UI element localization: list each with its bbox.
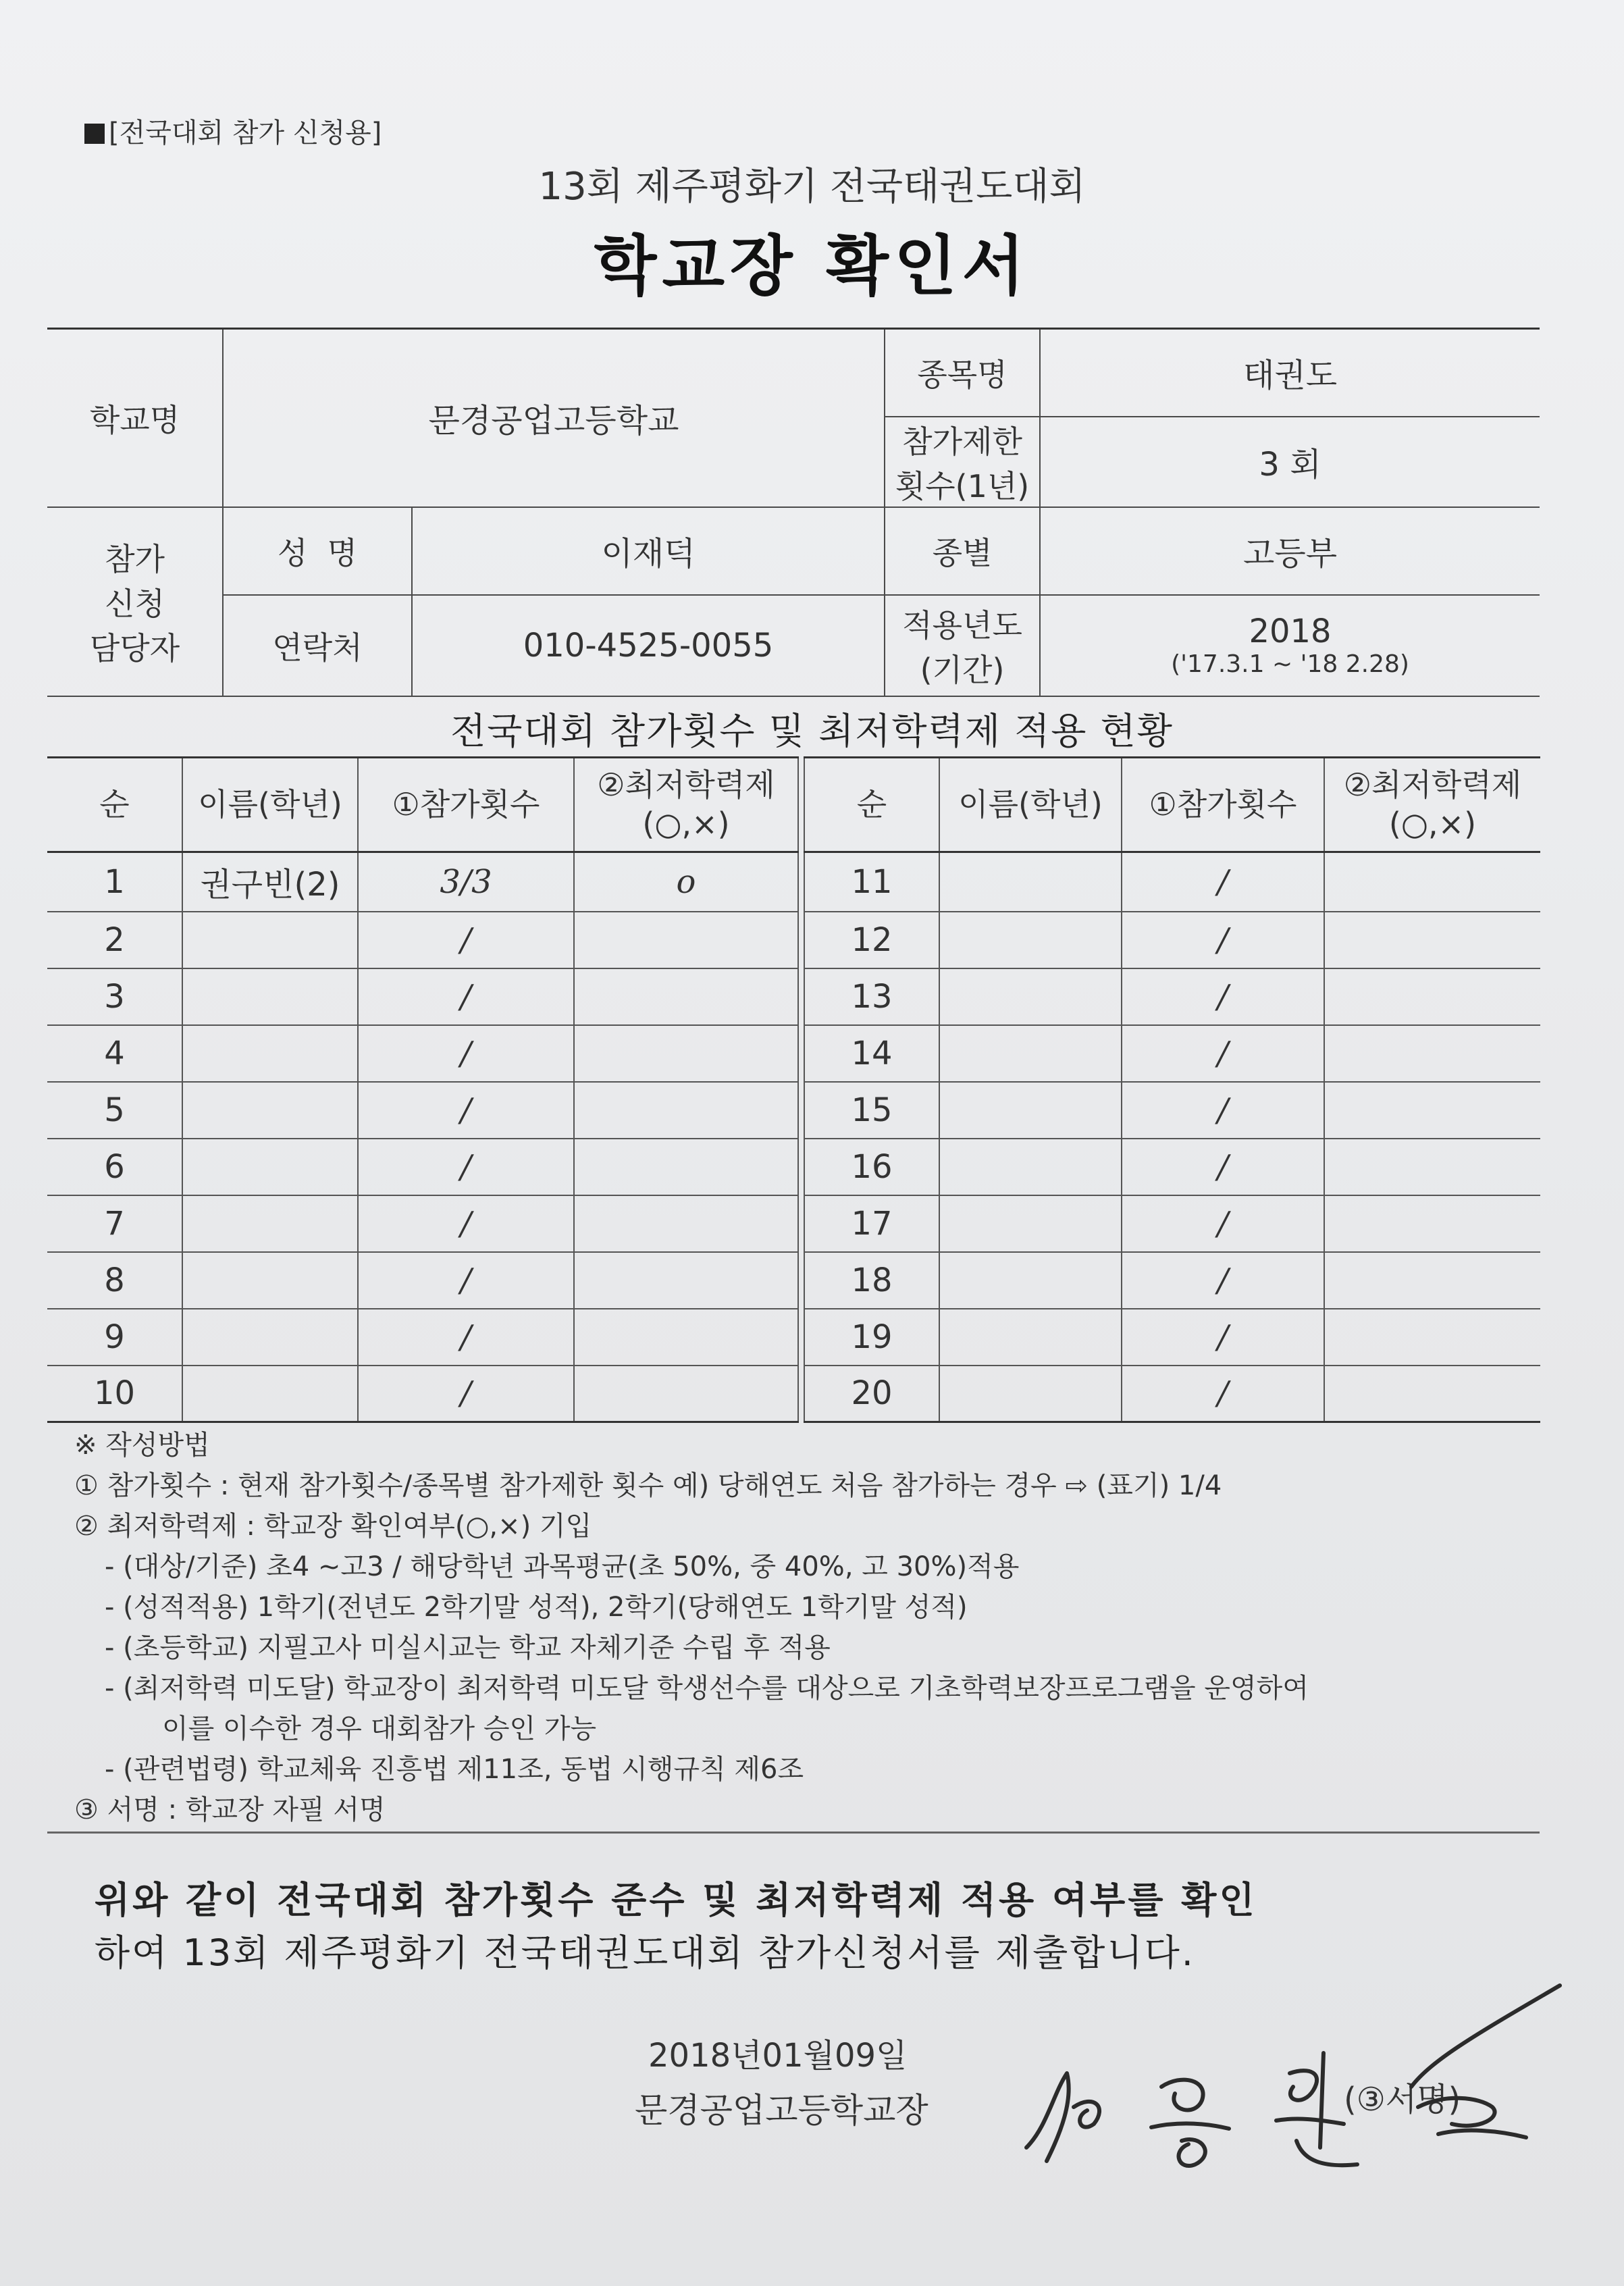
student-name bbox=[182, 1366, 358, 1422]
divider bbox=[47, 1832, 1540, 1834]
min-academic-check bbox=[574, 1139, 798, 1195]
row-number: 17 bbox=[804, 1195, 939, 1252]
participation-count: / bbox=[1122, 1139, 1324, 1195]
student-name bbox=[182, 1025, 358, 1082]
row-number: 13 bbox=[804, 968, 939, 1025]
row-number: 12 bbox=[804, 912, 939, 968]
participation-count: / bbox=[358, 1309, 574, 1366]
table-row bbox=[804, 1139, 1540, 1195]
min-academic-check bbox=[574, 1082, 798, 1139]
table-row bbox=[804, 1195, 1540, 1252]
table-row bbox=[804, 1309, 1540, 1366]
min-academic-check bbox=[1324, 1309, 1540, 1366]
student-name bbox=[182, 968, 358, 1025]
min-academic-check bbox=[1324, 968, 1540, 1025]
table-row bbox=[47, 852, 798, 912]
student-name bbox=[939, 1082, 1122, 1139]
student-name bbox=[182, 1139, 358, 1195]
note-2-detail: - (최저학력 미도달) 학교장이 최저학력 미도달 학생선수를 대상으로 기초학력보장프로그램을 운영하여 bbox=[105, 1673, 1309, 1704]
school-name: 문경공업고등학교 bbox=[223, 329, 885, 507]
signature-date: 2018년01월09일 bbox=[648, 2037, 908, 2075]
row-number: 18 bbox=[804, 1252, 939, 1309]
row-number: 2 bbox=[47, 912, 182, 968]
table-row bbox=[47, 1309, 798, 1366]
participation-count: / bbox=[1122, 968, 1324, 1025]
participation-count: / bbox=[1122, 1309, 1324, 1366]
student-name bbox=[939, 1309, 1122, 1366]
student-name bbox=[939, 852, 1122, 912]
student-name bbox=[939, 1366, 1122, 1422]
table-row bbox=[47, 968, 798, 1025]
note-2: ② 최저학력제 : 학교장 확인여부(○,×) 기입 bbox=[74, 1511, 592, 1542]
row-number: 11 bbox=[804, 852, 939, 912]
col-header-count: ①참가횟수 bbox=[358, 758, 574, 852]
participation-count: / bbox=[358, 968, 574, 1025]
roster-table-left bbox=[47, 756, 799, 1423]
student-name bbox=[939, 1195, 1122, 1252]
col-header-no: 순 bbox=[47, 758, 182, 852]
min-academic-check bbox=[1324, 1082, 1540, 1139]
student-name: 권구빈(2) bbox=[182, 852, 358, 912]
student-name bbox=[939, 912, 1122, 968]
note-1: ① 참가횟수 : 현재 참가횟수/종목별 참가제한 횟수 예) 당해연도 처음 참가하는 경우 ⇨ (표기) 1/4 bbox=[74, 1470, 1222, 1501]
division-value: 고등부 bbox=[1040, 507, 1540, 595]
roster-table-right bbox=[804, 756, 1540, 1423]
signature-label: (③서명) bbox=[1344, 2081, 1461, 2119]
row-number: 1 bbox=[47, 852, 182, 912]
division-label: 종별 bbox=[885, 507, 1040, 595]
student-name bbox=[182, 1309, 358, 1366]
min-academic-check bbox=[1324, 1252, 1540, 1309]
note-3: ③ 서명 : 학교장 자필 서명 bbox=[74, 1794, 386, 1825]
participation-count: / bbox=[1122, 1366, 1324, 1422]
school-label: 학교명 bbox=[47, 329, 223, 507]
min-academic-check bbox=[1324, 1195, 1540, 1252]
table-row bbox=[804, 1252, 1540, 1309]
participation-count: / bbox=[358, 1252, 574, 1309]
table-row bbox=[804, 1082, 1540, 1139]
student-name bbox=[939, 1252, 1122, 1309]
min-academic-check bbox=[574, 912, 798, 968]
min-academic-check bbox=[1324, 852, 1540, 912]
notes-heading: ※ 작성방법 bbox=[74, 1430, 210, 1461]
row-number: 6 bbox=[47, 1139, 182, 1195]
row-number: 3 bbox=[47, 968, 182, 1025]
min-academic-check bbox=[574, 1309, 798, 1366]
row-number: 19 bbox=[804, 1309, 939, 1366]
manager-label: 참가 신청 담당자 bbox=[47, 507, 223, 696]
table-row bbox=[47, 1195, 798, 1252]
form-type-tag: [전국대회 참가 신청용] bbox=[84, 111, 382, 150]
note-2-detail: - (성적적용) 1학기(전년도 2학기말 성적), 2학기(당해연도 1학기말 성적) bbox=[105, 1592, 968, 1623]
min-academic-check bbox=[574, 1195, 798, 1252]
table-row bbox=[804, 912, 1540, 968]
student-name bbox=[939, 1139, 1122, 1195]
participation-count: / bbox=[358, 912, 574, 968]
col-header-min: ②최저학력제 (○,×) bbox=[1324, 758, 1540, 852]
participation-count: / bbox=[1122, 1025, 1324, 1082]
table-row bbox=[47, 1139, 798, 1195]
info-table bbox=[47, 328, 1540, 697]
min-academic-check bbox=[1324, 912, 1540, 968]
table-row bbox=[47, 1252, 798, 1309]
student-name bbox=[939, 1025, 1122, 1082]
year-label: 적용년도 (기간) bbox=[885, 595, 1040, 696]
row-number: 7 bbox=[47, 1195, 182, 1252]
principal-title: 문경공업고등학교장 bbox=[635, 2091, 928, 2130]
participation-count: 3/3 bbox=[358, 852, 574, 912]
table-row bbox=[804, 1366, 1540, 1422]
page-title: 학교장 확인서 bbox=[594, 228, 1030, 304]
min-academic-check bbox=[574, 1252, 798, 1309]
table-row bbox=[804, 1025, 1540, 1082]
min-academic-check bbox=[1324, 1366, 1540, 1422]
row-number: 16 bbox=[804, 1139, 939, 1195]
sport-value: 태권도 bbox=[1040, 329, 1540, 417]
table-row bbox=[804, 852, 1540, 912]
note-2-detail: - (대상/기준) 초4 ~고3 / 해당학년 과목평균(초 50%, 중 40%, 고 30%)적용 bbox=[105, 1551, 1020, 1582]
instructions bbox=[74, 1425, 1560, 1830]
min-academic-check: o bbox=[574, 852, 798, 912]
col-header-no: 순 bbox=[804, 758, 939, 852]
square-bullet-icon bbox=[84, 124, 105, 144]
min-academic-check bbox=[574, 1366, 798, 1422]
table-row bbox=[804, 968, 1540, 1025]
table-row bbox=[47, 1025, 798, 1082]
table-row bbox=[47, 912, 798, 968]
event-name: 13회 제주평화기 전국태권도대회 bbox=[538, 165, 1086, 209]
note-2-detail: - (초등학교) 지필고사 미실시교는 학교 자체기준 수립 후 적용 bbox=[105, 1632, 831, 1663]
note-2-detail: 이를 이수한 경우 대회참가 승인 가능 bbox=[162, 1713, 597, 1744]
roster-section-title: 전국대회 참가횟수 및 최저학력제 적용 현황 bbox=[450, 710, 1174, 752]
participation-count: / bbox=[358, 1366, 574, 1422]
participation-count: / bbox=[1122, 912, 1324, 968]
min-academic-check bbox=[1324, 1025, 1540, 1082]
min-academic-check bbox=[574, 968, 798, 1025]
contact-label: 연락처 bbox=[223, 595, 412, 696]
limit-value: 3 회 bbox=[1040, 417, 1540, 507]
participation-count: / bbox=[358, 1025, 574, 1082]
confirmation-text: 위와 같이 전국대회 참가횟수 준수 및 최저학력제 적용 여부를 확인 하여 13회 제주평화기 전국태권도대회 참가신청서를 제출합니다. bbox=[95, 1879, 1257, 1974]
participation-count: / bbox=[1122, 1082, 1324, 1139]
limit-label: 참가제한 횟수(1년) bbox=[885, 417, 1040, 507]
contact-value: 010-4525-0055 bbox=[412, 595, 885, 696]
table-row bbox=[47, 1366, 798, 1422]
participation-count: / bbox=[358, 1082, 574, 1139]
handwritten-signature bbox=[1006, 1972, 1600, 2195]
col-header-count: ①참가횟수 bbox=[1122, 758, 1324, 852]
student-name bbox=[182, 912, 358, 968]
participation-count: / bbox=[1122, 1252, 1324, 1309]
row-number: 20 bbox=[804, 1366, 939, 1422]
min-academic-check bbox=[1324, 1139, 1540, 1195]
participation-count: / bbox=[358, 1139, 574, 1195]
manager-name: 이재덕 bbox=[412, 507, 885, 595]
student-name bbox=[182, 1195, 358, 1252]
col-header-name: 이름(학년) bbox=[939, 758, 1122, 852]
row-number: 10 bbox=[47, 1366, 182, 1422]
participation-count: / bbox=[358, 1195, 574, 1252]
note-2-detail: - (관련법령) 학교체육 진흥법 제11조, 동법 시행규칙 제6조 bbox=[105, 1754, 804, 1785]
participation-count: / bbox=[1122, 1195, 1324, 1252]
row-number: 9 bbox=[47, 1309, 182, 1366]
min-academic-check bbox=[574, 1025, 798, 1082]
sport-label: 종목명 bbox=[885, 329, 1040, 417]
row-number: 5 bbox=[47, 1082, 182, 1139]
name-label: 성 명 bbox=[223, 507, 412, 595]
row-number: 14 bbox=[804, 1025, 939, 1082]
student-name bbox=[182, 1082, 358, 1139]
col-header-min: ②최저학력제 (○,×) bbox=[574, 758, 798, 852]
participation-count: / bbox=[1122, 852, 1324, 912]
student-name bbox=[939, 968, 1122, 1025]
row-number: 15 bbox=[804, 1082, 939, 1139]
col-header-name: 이름(학년) bbox=[182, 758, 358, 852]
student-name bbox=[182, 1252, 358, 1309]
table-row bbox=[47, 1082, 798, 1139]
row-number: 4 bbox=[47, 1025, 182, 1082]
year-value: 2018 ('17.3.1 ~ '18 2.28) bbox=[1040, 595, 1540, 696]
row-number: 8 bbox=[47, 1252, 182, 1309]
